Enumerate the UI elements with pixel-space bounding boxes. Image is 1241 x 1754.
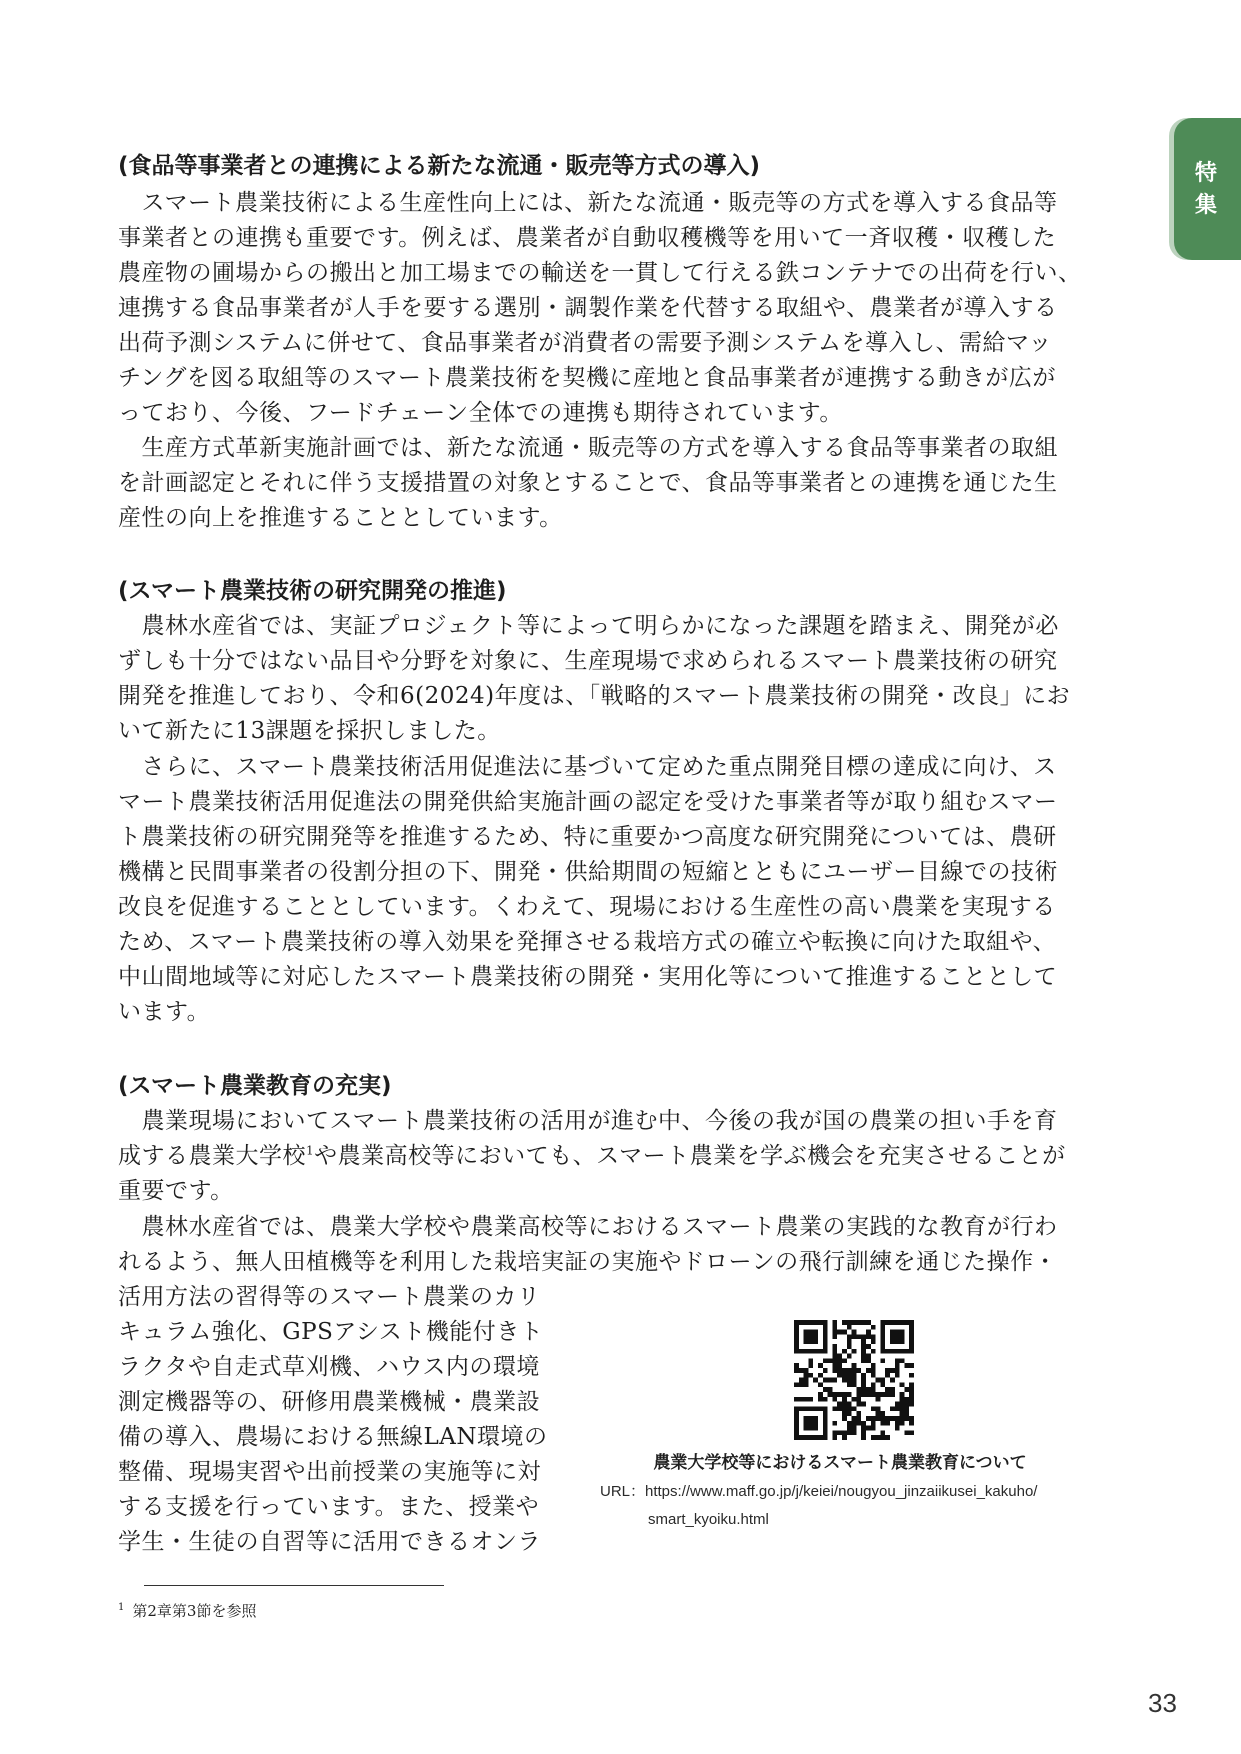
paragraph-line: 改良を促進することとしています。くわえて、現場における生産性の高い農業を実現する (118, 894, 1056, 920)
qr-caption-url[interactable] (600, 1478, 1037, 1534)
paragraph-line: れるよう、無人田植機等を利用した栽培実証の実施やドローンの飛行訓練を通じた操作・ (118, 1249, 1058, 1275)
paragraph-line: スマート農業技術による生産性向上には、新たな流通・販売等の方式を導入する食品等 (118, 190, 1058, 216)
paragraph-line: 産性の向上を推進することとしています。 (118, 505, 563, 531)
footnote (118, 1600, 256, 1621)
paragraph-line: います。 (118, 999, 211, 1025)
paragraph-line: 重要です。 (118, 1178, 234, 1204)
footnote-divider (144, 1585, 444, 1586)
paragraph-line: キュラム強化、GPSアシスト機能付きト (118, 1319, 544, 1345)
url-line[interactable]: URL：https://www.maff.go.jp/j/keiei/nougyou_jinzaiikusei_kakuho/ (600, 1483, 1038, 1500)
paragraph-line: 整備、現場実習や出前授業の実施等に対 (118, 1459, 541, 1485)
paragraph-line: さらに、スマート農業技術活用促進法に基づいて定めた重点開発目標の達成に向け、ス (118, 754, 1057, 780)
section-heading-distribution: (食品等事業者との連携による新たな流通・販売等方式の導入) (118, 153, 761, 179)
paragraph-line: 農業現場においてスマート農業技術の活用が進む中、今後の我が国の農業の担い手を育 (118, 1108, 1058, 1134)
paragraph-line: 活用方法の習得等のスマート農業のカリ (118, 1284, 541, 1310)
paragraph-line: 学生・生徒の自習等に活用できるオンラ (118, 1529, 541, 1555)
qr-caption-title: 農業大学校等におけるスマート農業教育について (653, 1453, 1027, 1473)
url-line[interactable]: smart_kyoiku.html (648, 1511, 769, 1528)
paragraph-line: チングを図る取組等のスマート農業技術を契機に産地と食品事業者が連携する動きが広が (118, 365, 1056, 391)
paragraph-line: 事業者との連携も重要です。例えば、農業者が自動収穫機等を用いて一斉収穫・収穫した (118, 225, 1057, 251)
footnote-reference[interactable]: 1 (306, 1143, 315, 1158)
paragraph-line: ト農業技術の研究開発等を推進するため、特に重要かつ高度な研究開発については、農研 (118, 824, 1057, 850)
paragraph-line: を計画認定とそれに伴う支援措置の対象とすることで、食品等事業者との連携を通じた生 (118, 470, 1058, 496)
paragraph-line (118, 1140, 1066, 1172)
footnote-marker: 1 (118, 1602, 125, 1613)
paragraph-line: 農林水産省では、実証プロジェクト等によって明らかになった課題を踏まえ、開発が必 (118, 613, 1059, 639)
paragraph-text: 成する農業大学校 (118, 1143, 306, 1169)
paragraph-line: いて新たに13課題を採択しました。 (118, 718, 501, 744)
section-heading-research: (スマート農業技術の研究開発の推進) (118, 578, 507, 604)
paragraph-line: 生産方式革新実施計画では、新たな流通・販売等の方式を導入する食品等事業者の取組 (118, 435, 1058, 461)
footnote-text: 第2章第3節を参照 (132, 1602, 257, 1620)
paragraph-line: 測定機器等の、研修用農業機械・農業設 (118, 1389, 541, 1415)
paragraph-line: マート農業技術活用促進法の開発供給実施計画の認定を受けた事業者等が取り組むスマー (118, 789, 1058, 815)
paragraph-line: 出荷予測システムに併せて、食品事業者が消費者の需要予測システムを導入し、需給マッ (118, 330, 1053, 356)
section-tab-label: 特集 (1194, 161, 1217, 218)
qr-code[interactable] (794, 1320, 914, 1440)
paragraph-line: ラクタや自走式草刈機、ハウス内の環境 (118, 1354, 540, 1380)
section-heading-education: (スマート農業教育の充実) (118, 1073, 392, 1099)
paragraph-line: 開発を推進しており、令和6(2024)年度は、「戦略的スマート農業技術の開発・改良」にお (118, 683, 1071, 709)
paragraph-line: っており、今後、フードチェーン全体での連携も期待されています。 (118, 400, 843, 426)
paragraph-line: する支援を行っています。また、授業や (118, 1494, 540, 1520)
page-number: 33 (1148, 1688, 1177, 1718)
paragraph-line: 農産物の圃場からの搬出と加工場までの輸送を一貫して行える鉄コンテナでの出荷を行い、 (118, 260, 1082, 286)
paragraph-line: 連携する食品事業者が人手を要する選別・調製作業を代替する取組や、農業者が導入する (118, 295, 1058, 321)
paragraph-line: ずしも十分ではない品目や分野を対象に、生産現場で求められるスマート農業技術の研究 (118, 648, 1058, 674)
paragraph-line: 農林水産省では、農業大学校や農業高校等におけるスマート農業の実践的な教育が行わ (118, 1214, 1058, 1240)
paragraph-line: 機構と民間事業者の役割分担の下、開発・供給期間の短縮とともにユーザー目線での技術 (118, 859, 1058, 885)
section-tab (1174, 118, 1241, 260)
paragraph-line: 中山間地域等に対応したスマート農業技術の開発・実用化等について推進することとして (118, 964, 1058, 990)
paragraph-line: 備の導入、農場における無線LAN環境の (118, 1424, 548, 1450)
paragraph-text: や農業高校等においても、スマート農業を学ぶ機会を充実させることが (314, 1143, 1066, 1169)
paragraph-line: ため、スマート農業技術の導入効果を発揮させる栽培方式の確立や転換に向けた取組や、 (118, 929, 1057, 955)
